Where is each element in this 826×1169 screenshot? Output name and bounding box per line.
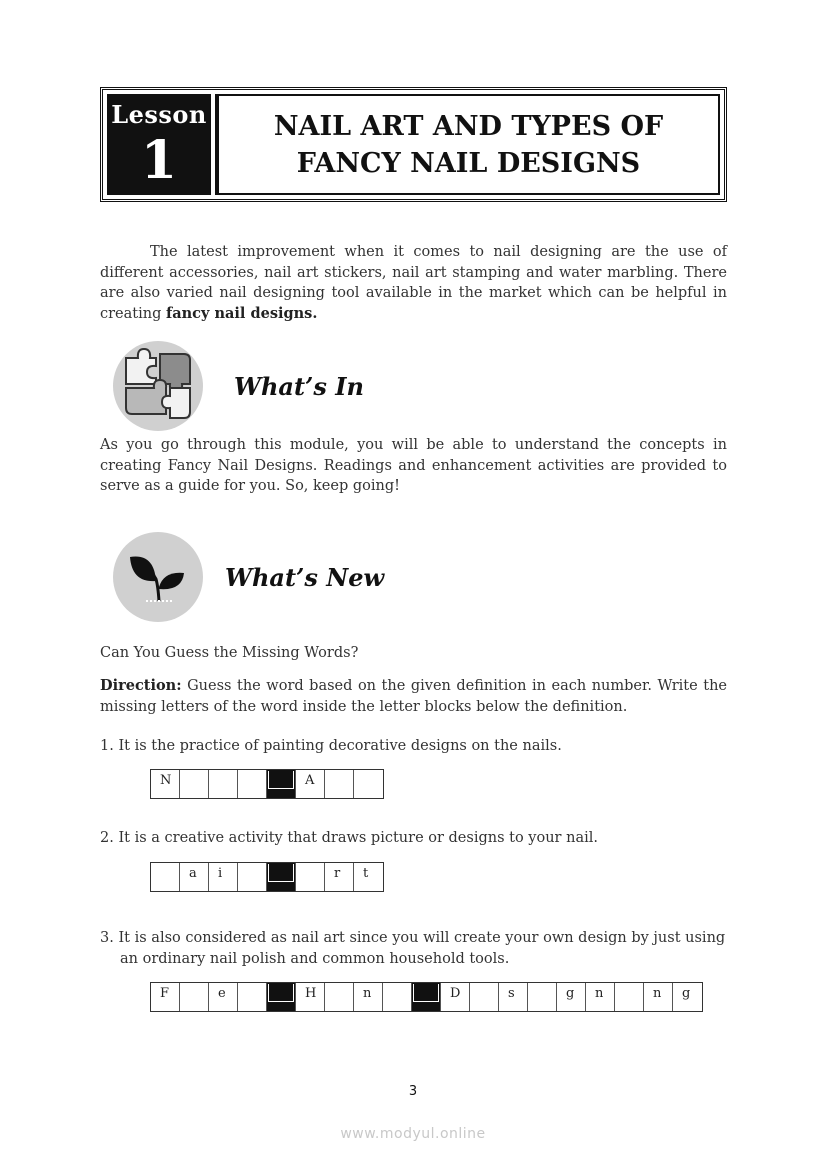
direction-paragraph: [100, 676, 727, 717]
letter-block[interactable]: [238, 983, 267, 1011]
letter-block[interactable]: [528, 983, 557, 1011]
lesson-title: [274, 108, 663, 182]
letter-block[interactable]: [325, 770, 354, 798]
letter-block[interactable]: [180, 983, 209, 1011]
question-2-letter-grid: [150, 862, 384, 892]
question-3-text-continued: an ordinary nail polish and common household tools.: [120, 951, 510, 967]
whats-new-title: What’s New: [225, 563, 385, 592]
lesson-title-line1: NAIL ART AND TYPES OF: [273, 110, 664, 142]
letter-block[interactable]: n: [644, 983, 673, 1011]
lesson-badge: [107, 94, 211, 195]
letter-block[interactable]: N: [151, 770, 180, 798]
letter-block-blank-separator: [267, 983, 296, 1011]
whats-in-paragraph: As you go through this module, you will be able to understand the concepts in creating Fancy Nail Designs. Readings and enhancement activities are provided to serve as a guide for you. So, keep going!: [100, 437, 727, 494]
question-3-letter-grid: [150, 982, 703, 1012]
letter-block[interactable]: [354, 770, 383, 798]
letter-block[interactable]: [238, 770, 267, 798]
letter-block[interactable]: F: [151, 983, 180, 1011]
intro-bold: fancy nail designs.: [165, 304, 318, 322]
letter-block[interactable]: t: [363, 866, 369, 881]
letter-block[interactable]: n: [354, 983, 383, 1011]
letter-block[interactable]: g: [557, 983, 586, 1011]
lesson-title-box: [217, 94, 720, 195]
letter-block[interactable]: [470, 983, 499, 1011]
lesson-label: Lesson: [111, 100, 207, 129]
letter-block[interactable]: g: [682, 986, 691, 1001]
puzzle-icon: [112, 340, 204, 432]
direction-text: Guess the word based on the given definition in each number. Write the missing letters of the word inside the letter blocks below the definition.: [100, 678, 727, 715]
letter-block[interactable]: a: [180, 863, 209, 891]
letter-block[interactable]: [325, 983, 354, 1011]
page-number: 3: [408, 1084, 418, 1099]
letter-block[interactable]: [238, 863, 267, 891]
letter-block[interactable]: e: [209, 983, 238, 1011]
sprout-icon: [112, 531, 204, 623]
watermark: www.modyul.online: [340, 1126, 486, 1142]
whats-in-title: What’s In: [234, 372, 364, 401]
letter-block[interactable]: [209, 770, 238, 798]
letter-block[interactable]: [383, 983, 412, 1011]
letter-block[interactable]: n: [586, 983, 615, 1011]
question-3-text: 3. It is also considered as nail art since you will create your own design by just using: [100, 930, 726, 946]
letter-block[interactable]: i: [209, 863, 238, 891]
letter-block[interactable]: D: [441, 983, 470, 1011]
intro-paragraph: [100, 242, 727, 324]
letter-block[interactable]: A: [296, 770, 325, 798]
activity-title: Can You Guess the Missing Words?: [100, 645, 359, 661]
lesson-number: 1: [140, 130, 178, 191]
direction-label: Direction:: [100, 677, 182, 694]
letter-block-blank-separator: [412, 983, 441, 1011]
lesson-title-line2: FANCY NAIL DESIGNS: [296, 147, 641, 179]
question-2-text: 2. It is a creative activity that draws picture or designs to your nail.: [100, 830, 598, 846]
intro-text: The latest improvement when it comes to nail designing are the use of different accessories, nail art stickers, nail art stamping and water marbling. There are also varied nail designing tool available in the market which can be helpful in creating: [100, 244, 727, 322]
letter-block[interactable]: [615, 983, 644, 1011]
letter-block-blank-separator: [267, 863, 296, 891]
letter-block[interactable]: r: [325, 863, 354, 891]
letter-block[interactable]: s: [499, 983, 528, 1011]
question-1-letter-grid: [150, 769, 384, 799]
question-1-text: 1. It is the practice of painting decorative designs on the nails.: [100, 738, 562, 754]
letter-block[interactable]: [296, 863, 325, 891]
letter-block-blank-separator: [267, 770, 296, 798]
letter-block[interactable]: [180, 770, 209, 798]
letter-block[interactable]: H: [296, 983, 325, 1011]
lesson-header: [100, 87, 727, 202]
letter-block[interactable]: [151, 863, 180, 891]
